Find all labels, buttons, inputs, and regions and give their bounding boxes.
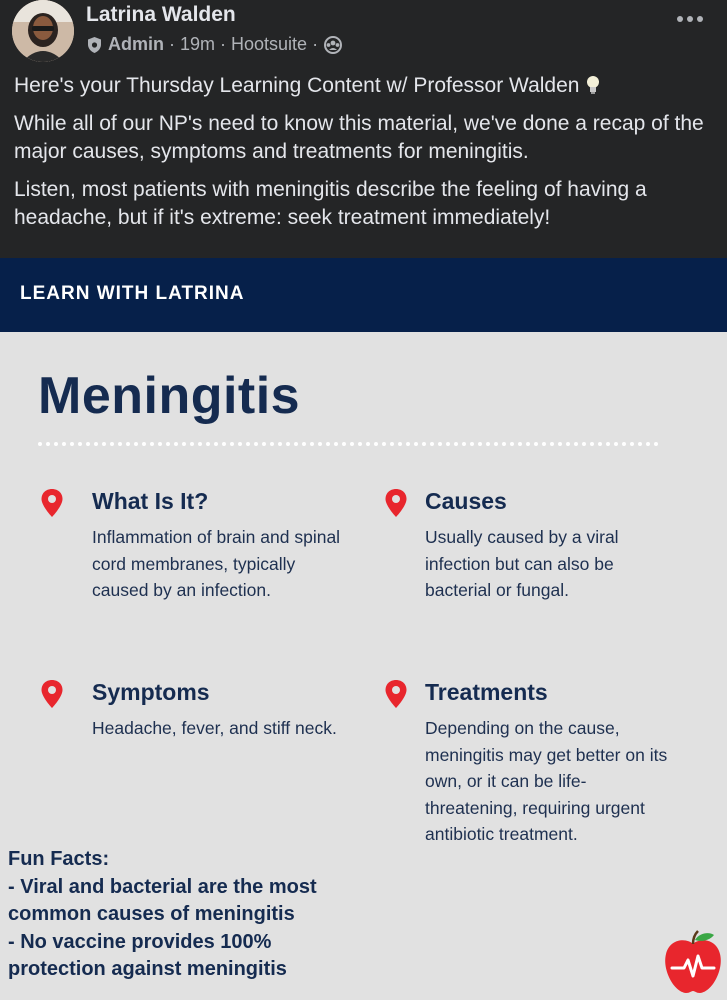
- section-symptoms: [40, 679, 340, 799]
- section-body: Usually caused by a viral infection but can also be bacterial or fungal.: [425, 527, 619, 600]
- post-header: [0, 0, 727, 66]
- infographic-image[interactable]: [0, 258, 727, 1000]
- post-meta: [86, 34, 343, 55]
- dotted-divider: [38, 440, 666, 448]
- role-label: Admin: [108, 34, 164, 54]
- post-time[interactable]: 19m: [180, 34, 216, 54]
- post-paragraph: Listen, most patients with meningitis describe the feeling of having a headache, but if it's extreme: seek treatment immediately!: [14, 178, 647, 229]
- lightbulb-icon: [585, 75, 601, 95]
- location-pin-icon: [40, 679, 64, 709]
- fun-facts: [8, 846, 368, 984]
- section-body: Inflammation of brain and spinal cord membranes, typically caused by an infection.: [92, 527, 341, 600]
- section-heading: What Is It?: [92, 488, 209, 514]
- location-pin-icon: [384, 488, 408, 518]
- infographic-title: Meningitis: [38, 367, 301, 425]
- apple-heartbeat-logo: [662, 930, 724, 996]
- more-horizontal-icon[interactable]: [675, 10, 705, 28]
- banner-text: LEARN WITH LATRINA: [20, 283, 245, 304]
- location-pin-icon: [384, 679, 408, 709]
- section-heading: Treatments: [425, 679, 548, 705]
- section-heading: Causes: [425, 488, 507, 514]
- post-paragraph: While all of our NP's need to know this material, we've done a recap of the major causes, symptoms and treatments for meningitis.: [14, 112, 704, 163]
- location-pin-icon: [40, 488, 64, 518]
- post-body: [14, 72, 719, 242]
- meta-separator: ·: [169, 34, 175, 54]
- section-heading: Symptoms: [92, 679, 210, 705]
- group-audience-icon[interactable]: [323, 36, 343, 54]
- fun-facts-title: Fun Facts:: [8, 848, 110, 870]
- meta-separator: ·: [312, 34, 319, 54]
- section-body: Headache, fever, and stiff neck.: [92, 718, 337, 738]
- section-causes: [384, 488, 684, 638]
- fun-fact-item: - Viral and bacterial are the most common causes of meningitis: [8, 875, 317, 925]
- banner: [0, 258, 727, 332]
- meta-separator: ·: [220, 34, 227, 54]
- section-what-is-it: [40, 488, 340, 638]
- post-source[interactable]: Hootsuite: [231, 34, 308, 54]
- section-body: Depending on the cause, meningitis may get better on its own, or it can be life-threatening, requiring urgent antibiotic treatment.: [425, 718, 668, 844]
- section-treatments: [384, 679, 684, 849]
- author-name[interactable]: Latrina Walden: [86, 3, 236, 26]
- shield-badge-icon: [86, 36, 103, 54]
- fun-fact-item: - No vaccine provides 100% protection against meningitis: [8, 930, 287, 980]
- author-avatar[interactable]: [12, 0, 74, 62]
- post-paragraph: Here's your Thursday Learning Content w/ Professor Walden: [14, 72, 719, 100]
